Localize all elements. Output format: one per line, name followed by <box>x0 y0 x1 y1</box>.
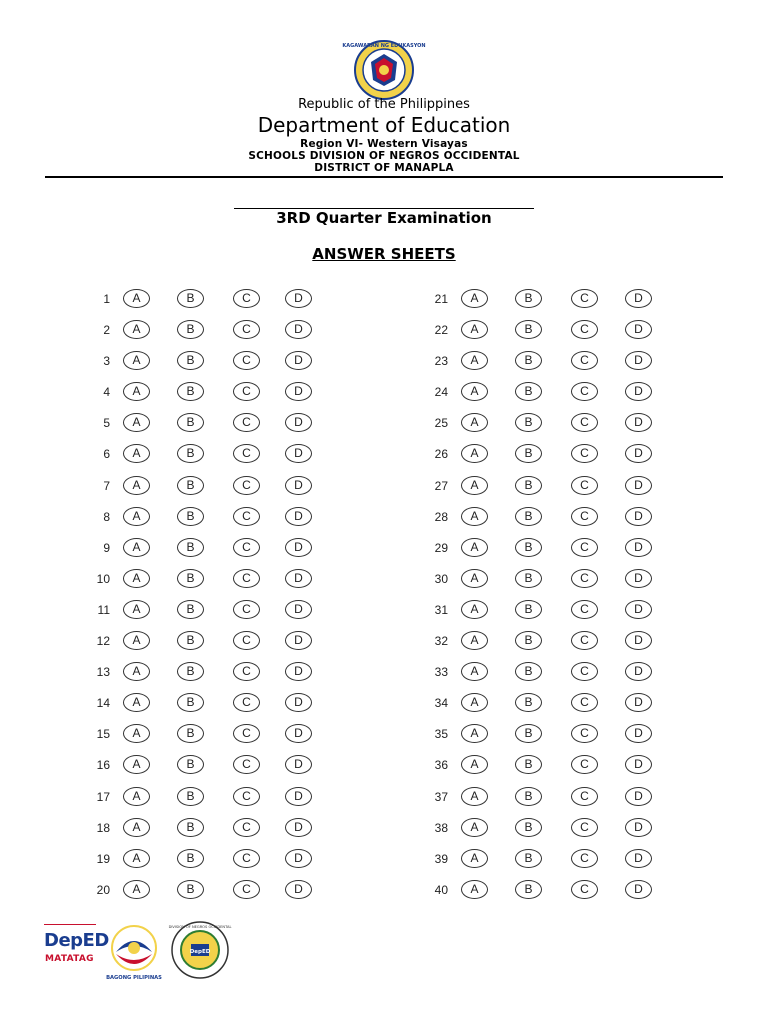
answer-bubble-b[interactable]: B <box>177 382 204 401</box>
answer-bubble-c[interactable]: C <box>233 600 260 619</box>
question-number: 38 <box>434 820 448 835</box>
answer-bubble-d[interactable]: D <box>285 662 312 681</box>
answer-bubble-d[interactable]: D <box>625 476 652 495</box>
answer-bubble-d[interactable]: D <box>285 289 312 308</box>
question-number: 32 <box>434 634 448 649</box>
answer-bubble-a[interactable]: A <box>461 507 488 526</box>
question-number: 40 <box>434 882 448 897</box>
answer-row <box>80 877 380 908</box>
answer-row <box>418 441 718 472</box>
answer-bubble-a[interactable]: A <box>461 476 488 495</box>
answer-bubble-c[interactable]: C <box>571 600 598 619</box>
answer-bubble-c[interactable]: C <box>571 507 598 526</box>
answer-bubble-d[interactable]: D <box>625 444 652 463</box>
answer-bubble-c[interactable]: C <box>571 662 598 681</box>
question-number: 31 <box>434 602 448 617</box>
sdo-negros-occidental-logo <box>170 920 230 980</box>
answer-bubble-a[interactable]: A <box>461 289 488 308</box>
answer-row <box>418 566 718 597</box>
answer-column-left <box>80 286 380 908</box>
answer-bubble-b[interactable]: B <box>177 755 204 774</box>
question-number: 27 <box>434 478 448 493</box>
answer-bubble-c[interactable]: C <box>233 818 260 837</box>
answer-bubble-a[interactable]: A <box>123 289 150 308</box>
question-number: 29 <box>434 540 448 555</box>
question-number: 22 <box>434 323 448 338</box>
answer-bubble-b[interactable]: B <box>515 755 542 774</box>
answer-row <box>80 348 380 379</box>
question-number: 15 <box>96 727 110 742</box>
answer-bubble-a[interactable]: A <box>461 382 488 401</box>
answer-bubble-c[interactable]: C <box>233 320 260 339</box>
answer-bubble-d[interactable]: D <box>625 662 652 681</box>
question-number: 20 <box>96 882 110 897</box>
answer-bubble-d[interactable]: D <box>625 382 652 401</box>
question-number: 10 <box>96 571 110 586</box>
answer-bubble-d[interactable]: D <box>625 724 652 743</box>
answer-bubble-b[interactable]: B <box>515 787 542 806</box>
answer-bubble-d[interactable]: D <box>625 538 652 557</box>
answer-bubble-d[interactable]: D <box>625 631 652 650</box>
deped-logo: DepED <box>44 930 109 951</box>
answer-bubble-a[interactable]: A <box>123 818 150 837</box>
question-number: 23 <box>434 354 448 369</box>
answer-row <box>80 846 380 877</box>
answer-row <box>418 815 718 846</box>
answer-bubble-d[interactable]: D <box>285 351 312 370</box>
answer-row <box>80 566 380 597</box>
sdo-deped-mark: DepED <box>189 949 211 955</box>
answer-bubble-d[interactable]: D <box>285 413 312 432</box>
answer-bubble-c[interactable]: C <box>571 849 598 868</box>
question-number: 18 <box>96 820 110 835</box>
answer-bubble-a[interactable]: A <box>461 849 488 868</box>
question-number: 25 <box>434 416 448 431</box>
answer-bubble-c[interactable]: C <box>571 289 598 308</box>
answer-bubble-d[interactable]: D <box>285 444 312 463</box>
answer-bubble-a[interactable]: A <box>461 351 488 370</box>
answer-bubble-d[interactable]: D <box>625 818 652 837</box>
answer-bubble-a[interactable]: A <box>123 849 150 868</box>
question-number: 11 <box>97 602 110 617</box>
answer-row <box>418 784 718 815</box>
answer-bubble-c[interactable]: C <box>233 755 260 774</box>
answer-bubble-b[interactable]: B <box>515 507 542 526</box>
answer-bubble-c[interactable]: C <box>233 413 260 432</box>
answer-bubble-c[interactable]: C <box>571 724 598 743</box>
answer-bubble-d[interactable]: D <box>625 320 652 339</box>
answer-bubble-d[interactable]: D <box>285 880 312 899</box>
answer-sheets-title: ANSWER SHEETS <box>312 245 456 263</box>
answer-bubble-c[interactable]: C <box>233 724 260 743</box>
answer-bubble-a[interactable]: A <box>123 662 150 681</box>
answer-bubble-c[interactable]: C <box>571 755 598 774</box>
answer-bubble-b[interactable]: B <box>177 600 204 619</box>
answer-row <box>80 473 380 504</box>
answer-bubble-c[interactable]: C <box>571 880 598 899</box>
answer-bubble-b[interactable]: B <box>515 351 542 370</box>
answer-bubble-b[interactable]: B <box>515 382 542 401</box>
answer-bubble-a[interactable]: A <box>123 724 150 743</box>
answer-bubble-d[interactable]: D <box>285 818 312 837</box>
answer-row <box>80 690 380 721</box>
answer-bubble-b[interactable]: B <box>515 631 542 650</box>
answer-bubble-d[interactable]: D <box>285 569 312 588</box>
answer-bubble-b[interactable]: B <box>177 289 204 308</box>
answer-bubble-d[interactable]: D <box>285 600 312 619</box>
answer-bubble-b[interactable]: B <box>177 787 204 806</box>
answer-bubble-a[interactable]: A <box>461 880 488 899</box>
answer-row <box>418 317 718 348</box>
answer-bubble-b[interactable]: B <box>515 476 542 495</box>
answer-bubble-a[interactable]: A <box>123 413 150 432</box>
answer-bubble-c[interactable]: C <box>233 569 260 588</box>
answer-bubble-a[interactable]: A <box>123 569 150 588</box>
answer-bubble-c[interactable]: C <box>233 476 260 495</box>
answer-bubble-d[interactable]: D <box>625 693 652 712</box>
answer-row <box>80 379 380 410</box>
answer-bubble-c[interactable]: C <box>233 849 260 868</box>
question-number: 9 <box>103 540 110 555</box>
answer-bubble-d[interactable]: D <box>625 507 652 526</box>
answer-bubble-d[interactable]: D <box>625 413 652 432</box>
answer-bubble-c[interactable]: C <box>233 538 260 557</box>
answer-bubble-b[interactable]: B <box>177 849 204 868</box>
answer-bubble-d[interactable]: D <box>285 631 312 650</box>
answer-bubble-a[interactable]: A <box>123 538 150 557</box>
department-title: Department of Education <box>257 113 511 137</box>
answer-row <box>418 690 718 721</box>
bagong-pilipinas-logo <box>106 922 162 982</box>
answer-bubble-c[interactable]: C <box>233 351 260 370</box>
footer-logos <box>44 922 234 982</box>
answer-bubble-a[interactable]: A <box>461 662 488 681</box>
answer-bubble-d[interactable]: D <box>285 320 312 339</box>
question-number: 3 <box>103 354 110 369</box>
answer-bubble-b[interactable]: B <box>177 631 204 650</box>
answer-row <box>80 721 380 752</box>
answer-column-right <box>418 286 718 908</box>
answer-row <box>418 628 718 659</box>
answer-bubble-d[interactable]: D <box>285 849 312 868</box>
answer-bubble-d[interactable]: D <box>625 787 652 806</box>
answer-bubble-b[interactable]: B <box>515 600 542 619</box>
district-label: DISTRICT OF MANAPLA <box>314 162 454 174</box>
matatag-label: MATATAG <box>45 954 94 964</box>
seal-text: KAGAWARAN NG EDUKASYON <box>342 43 426 49</box>
question-number: 39 <box>434 851 448 866</box>
answer-bubble-a[interactable]: A <box>123 880 150 899</box>
answer-bubble-c[interactable]: C <box>571 693 598 712</box>
answer-row <box>418 752 718 783</box>
answer-bubble-d[interactable]: D <box>285 507 312 526</box>
answer-bubble-b[interactable]: B <box>515 724 542 743</box>
answer-bubble-a[interactable]: A <box>461 444 488 463</box>
answer-bubble-d[interactable]: D <box>625 569 652 588</box>
answer-row <box>80 441 380 472</box>
question-number: 8 <box>103 509 110 524</box>
answer-bubble-b[interactable]: B <box>515 320 542 339</box>
answer-row <box>80 317 380 348</box>
question-number: 16 <box>96 758 110 773</box>
answer-bubble-b[interactable]: B <box>515 538 542 557</box>
answer-bubble-b[interactable]: B <box>177 538 204 557</box>
question-number: 19 <box>96 851 110 866</box>
question-number: 37 <box>434 789 448 804</box>
answer-bubble-d[interactable]: D <box>285 755 312 774</box>
answer-bubble-d[interactable]: D <box>625 600 652 619</box>
answer-bubble-d[interactable]: D <box>625 849 652 868</box>
answer-bubble-a[interactable]: A <box>123 320 150 339</box>
answer-row <box>80 286 380 317</box>
republic-label: Republic of the Philippines <box>298 97 470 112</box>
answer-bubble-d[interactable]: D <box>625 880 652 899</box>
answer-bubble-a[interactable]: A <box>461 600 488 619</box>
answer-bubble-d[interactable]: D <box>285 538 312 557</box>
answer-bubble-a[interactable]: A <box>123 351 150 370</box>
answer-bubble-d[interactable]: D <box>625 289 652 308</box>
question-number: 4 <box>103 385 110 400</box>
division-label: SCHOOLS DIVISION OF NEGROS OCCIDENTAL <box>248 150 520 162</box>
answer-bubble-b[interactable]: B <box>177 320 204 339</box>
answer-bubble-b[interactable]: B <box>177 507 204 526</box>
answer-bubble-b[interactable]: B <box>515 444 542 463</box>
answer-bubble-a[interactable]: A <box>123 507 150 526</box>
question-number: 13 <box>96 665 110 680</box>
answer-bubble-c[interactable]: C <box>571 444 598 463</box>
answer-bubble-c[interactable]: C <box>233 631 260 650</box>
answer-bubble-c[interactable]: C <box>233 289 260 308</box>
answer-bubble-c[interactable]: C <box>233 444 260 463</box>
answer-bubble-b[interactable]: B <box>177 818 204 837</box>
answer-row <box>80 535 380 566</box>
answer-row <box>418 410 718 441</box>
answer-bubble-a[interactable]: A <box>461 787 488 806</box>
answer-bubble-b[interactable]: B <box>177 662 204 681</box>
question-number: 5 <box>103 416 110 431</box>
question-number: 7 <box>103 478 110 493</box>
answer-bubble-a[interactable]: A <box>461 569 488 588</box>
answer-bubble-a[interactable]: A <box>123 693 150 712</box>
question-number: 2 <box>103 323 110 338</box>
region-label: Region VI- Western Visayas <box>300 138 468 150</box>
question-number: 12 <box>96 634 110 649</box>
answer-bubble-b[interactable]: B <box>177 444 204 463</box>
answer-row <box>418 348 718 379</box>
answer-bubble-d[interactable]: D <box>285 787 312 806</box>
answer-bubble-c[interactable]: C <box>571 787 598 806</box>
answer-bubble-b[interactable]: B <box>515 880 542 899</box>
question-number: 17 <box>96 789 110 804</box>
answer-row <box>80 410 380 441</box>
answer-bubble-c[interactable]: C <box>233 507 260 526</box>
answer-bubble-d[interactable]: D <box>285 693 312 712</box>
answer-bubble-d[interactable]: D <box>625 755 652 774</box>
answer-row <box>80 784 380 815</box>
answer-row <box>80 659 380 690</box>
answer-bubble-a[interactable]: A <box>461 413 488 432</box>
answer-bubble-a[interactable]: A <box>461 724 488 743</box>
answer-bubble-a[interactable]: A <box>461 755 488 774</box>
answer-bubble-a[interactable]: A <box>461 538 488 557</box>
answer-bubble-b[interactable]: B <box>515 413 542 432</box>
answer-bubble-b[interactable]: B <box>515 818 542 837</box>
answer-bubble-b[interactable]: B <box>177 693 204 712</box>
question-number: 26 <box>434 447 448 462</box>
answer-bubble-a[interactable]: A <box>461 818 488 837</box>
question-number: 6 <box>103 447 110 462</box>
question-number: 21 <box>434 292 448 306</box>
answer-bubble-b[interactable]: B <box>515 289 542 308</box>
answer-bubble-b[interactable]: B <box>177 351 204 370</box>
answer-bubble-b[interactable]: B <box>177 476 204 495</box>
answer-bubble-d[interactable]: D <box>285 724 312 743</box>
answer-row <box>418 877 718 908</box>
answer-bubble-a[interactable]: A <box>461 693 488 712</box>
answer-row <box>418 535 718 566</box>
answer-row <box>418 846 718 877</box>
deped-logo-rule <box>44 924 96 925</box>
answer-bubble-a[interactable]: A <box>123 631 150 650</box>
answer-bubble-c[interactable]: C <box>233 662 260 681</box>
answer-bubble-c[interactable]: C <box>571 538 598 557</box>
answer-bubble-c[interactable]: C <box>233 880 260 899</box>
answer-bubble-b[interactable]: B <box>177 569 204 588</box>
answer-row <box>418 721 718 752</box>
answer-bubble-b[interactable]: B <box>177 724 204 743</box>
answer-bubble-c[interactable]: C <box>571 382 598 401</box>
header-divider <box>45 176 723 178</box>
answer-bubble-a[interactable]: A <box>123 382 150 401</box>
answer-row <box>418 659 718 690</box>
bagong-pilipinas-label: BAGONG PILIPINAS <box>106 975 162 981</box>
answer-row <box>418 597 718 628</box>
answer-row <box>80 504 380 535</box>
answer-bubble-d[interactable]: D <box>625 351 652 370</box>
answer-bubble-b[interactable]: B <box>515 849 542 868</box>
answer-bubble-a[interactable]: A <box>461 631 488 650</box>
answer-bubble-a[interactable]: A <box>123 787 150 806</box>
answer-bubble-c[interactable]: C <box>571 569 598 588</box>
answer-row <box>80 815 380 846</box>
question-number: 28 <box>434 509 448 524</box>
answer-row <box>418 379 718 410</box>
answer-row <box>418 473 718 504</box>
sdo-logo-text: DIVISION OF NEGROS OCCIDENTAL <box>168 925 232 929</box>
answer-row <box>418 504 718 535</box>
answer-bubble-b[interactable]: B <box>515 662 542 681</box>
answer-bubble-b[interactable]: B <box>515 693 542 712</box>
answer-bubble-d[interactable]: D <box>285 476 312 495</box>
answer-bubble-a[interactable]: A <box>123 476 150 495</box>
exam-title: 3RD Quarter Examination <box>276 209 492 227</box>
answer-bubble-c[interactable]: C <box>571 351 598 370</box>
answer-row <box>80 597 380 628</box>
answer-bubble-c[interactable]: C <box>571 818 598 837</box>
answer-bubble-a[interactable]: A <box>123 755 150 774</box>
question-number: 34 <box>434 696 448 711</box>
question-number: 30 <box>434 571 448 586</box>
answer-bubble-c[interactable]: C <box>571 413 598 432</box>
answer-bubble-c[interactable]: C <box>233 787 260 806</box>
question-number: 14 <box>96 696 110 711</box>
answer-bubble-c[interactable]: C <box>571 631 598 650</box>
answer-bubble-c[interactable]: C <box>571 476 598 495</box>
question-number: 33 <box>434 665 448 680</box>
answer-bubble-b[interactable]: B <box>177 413 204 432</box>
question-number: 35 <box>434 727 448 742</box>
answer-bubble-c[interactable]: C <box>233 382 260 401</box>
answer-bubble-a[interactable]: A <box>461 320 488 339</box>
answer-row <box>80 752 380 783</box>
answer-bubble-b[interactable]: B <box>515 569 542 588</box>
answer-row <box>418 286 718 317</box>
answer-bubble-d[interactable]: D <box>285 382 312 401</box>
answer-bubble-a[interactable]: A <box>123 600 150 619</box>
answer-bubble-b[interactable]: B <box>177 880 204 899</box>
deped-seal-logo <box>342 40 426 100</box>
question-number: 24 <box>434 385 448 400</box>
question-number: 36 <box>434 758 448 773</box>
answer-bubble-a[interactable]: A <box>123 444 150 463</box>
answer-row <box>80 628 380 659</box>
answer-bubble-c[interactable]: C <box>571 320 598 339</box>
question-number: 1 <box>103 292 110 306</box>
answer-bubble-c[interactable]: C <box>233 693 260 712</box>
